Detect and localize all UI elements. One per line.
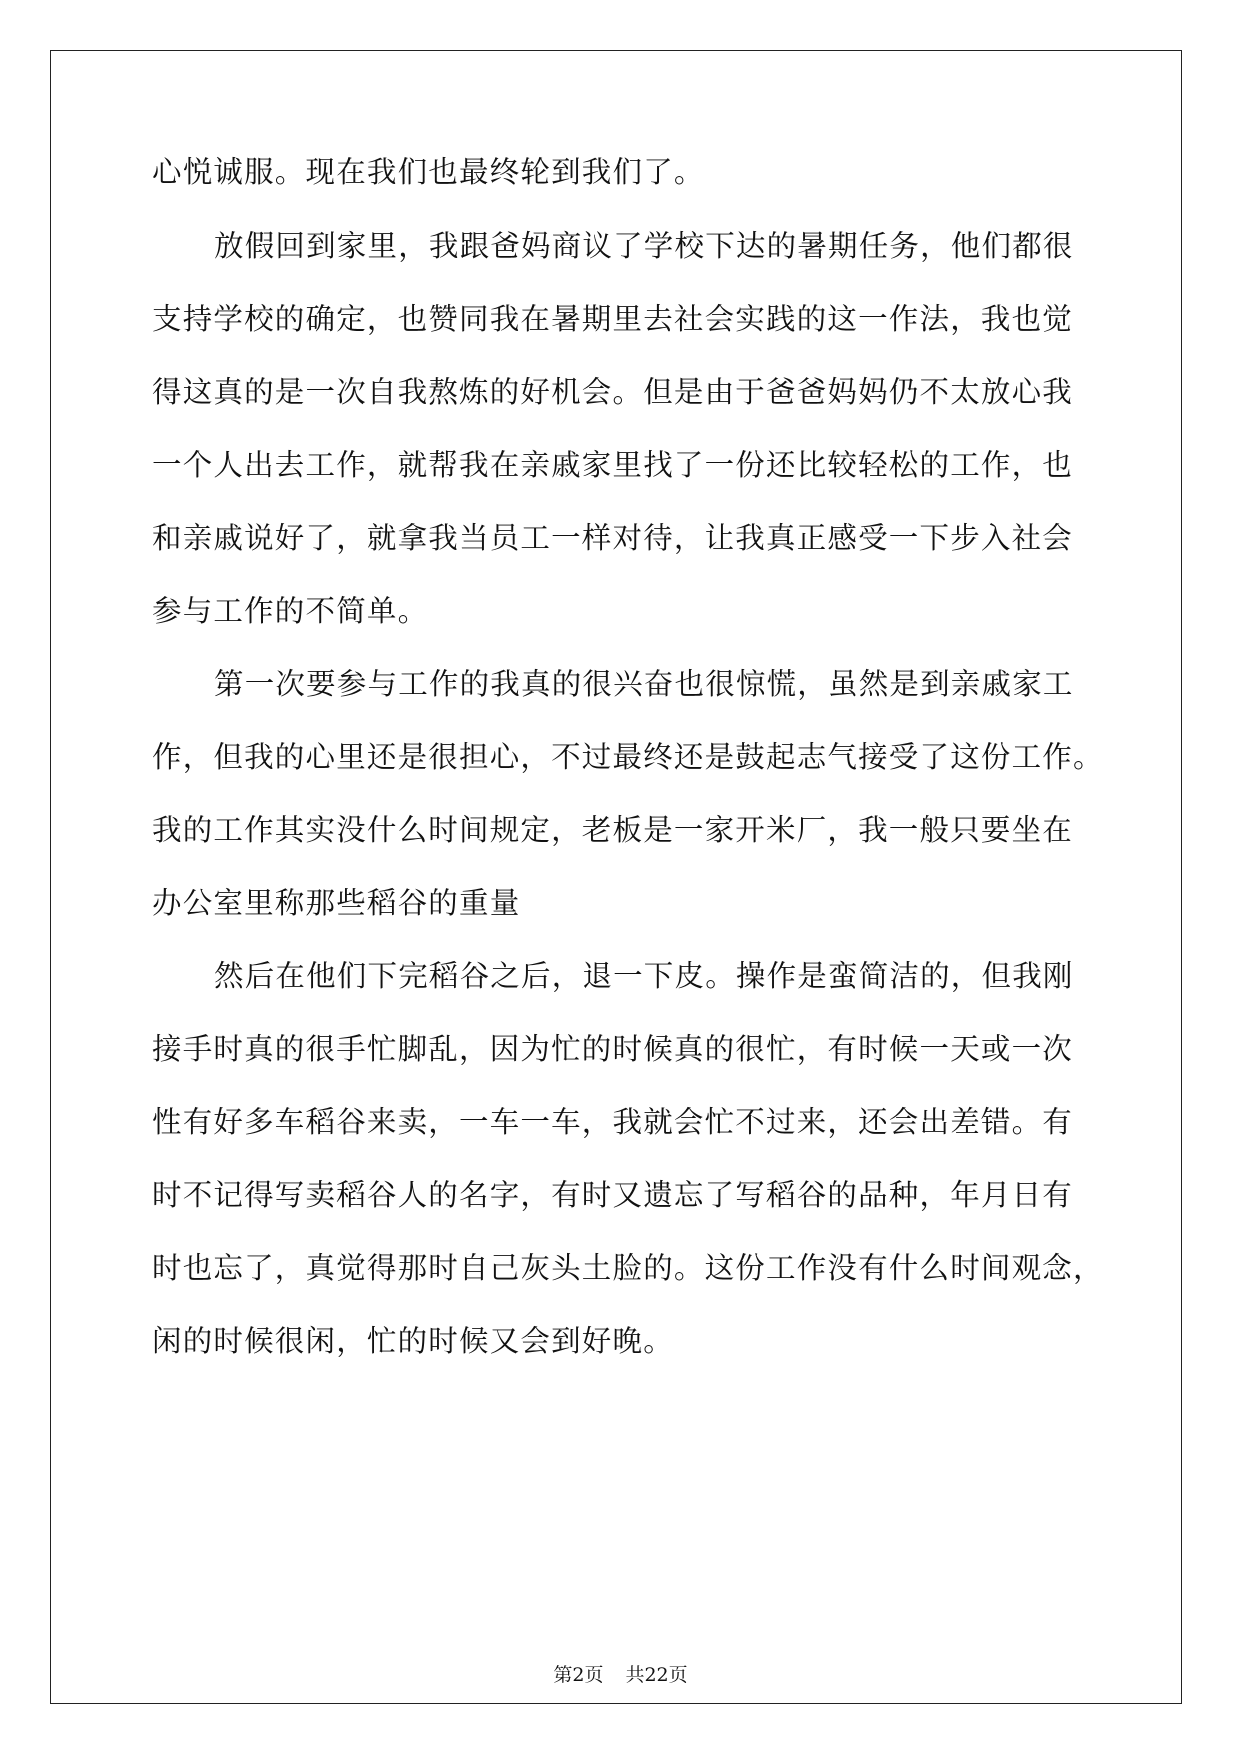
text-line: 参与工作的不简单。	[152, 594, 429, 628]
text-line: 时不记得写卖稻谷人的名字，有时又遗忘了写稻谷的品种，年月日有	[152, 1178, 1074, 1212]
text-line: 然后在他们下完稻谷之后，退一下皮。操作是蛮简洁的，但我刚	[214, 959, 1074, 993]
page-number: 第2页	[553, 1664, 604, 1686]
text-line: 心悦诚服。现在我们也最终轮到我们了。	[152, 155, 705, 189]
text-line: 作，但我的心里还是很担心，不过最终还是鼓起志气接受了这份工作。	[152, 740, 1104, 774]
text-line: 接手时真的很手忙脚乱，因为忙的时候真的很忙，有时候一天或一次	[152, 1032, 1074, 1066]
text-line: 得这真的是一次自我熬炼的好机会。但是由于爸爸妈妈仍不太放心我	[152, 375, 1074, 409]
text-line: 性有好多车稻谷来卖，一车一车，我就会忙不过来，还会出差错。有	[152, 1105, 1074, 1139]
page-footer	[0, 1663, 1241, 1687]
text-line: 放假回到家里，我跟爸妈商议了学校下达的暑期任务，他们都很	[214, 229, 1074, 263]
text-line: 第一次要参与工作的我真的很兴奋也很惊慌，虽然是到亲戚家工	[214, 667, 1074, 701]
text-line: 一个人出去工作，就帮我在亲戚家里找了一份还比较轻松的工作，也	[152, 448, 1074, 482]
text-line: 闲的时候很闲，忙的时候又会到好晚。	[152, 1324, 674, 1358]
text-line: 我的工作其实没什么时间规定，老板是一家开米厂，我一般只要坐在	[152, 813, 1074, 847]
text-line: 支持学校的确定，也赞同我在暑期里去社会实践的这一作法，我也觉	[152, 302, 1074, 336]
page-total: 共22页	[625, 1664, 688, 1686]
text-line: 和亲戚说好了，就拿我当员工一样对待，让我真正感受一下步入社会	[152, 521, 1074, 555]
text-line: 时也忘了，真觉得那时自己灰头土脸的。这份工作没有什么时间观念，	[152, 1251, 1104, 1285]
text-line: 办公室里称那些稻谷的重量	[152, 886, 521, 920]
